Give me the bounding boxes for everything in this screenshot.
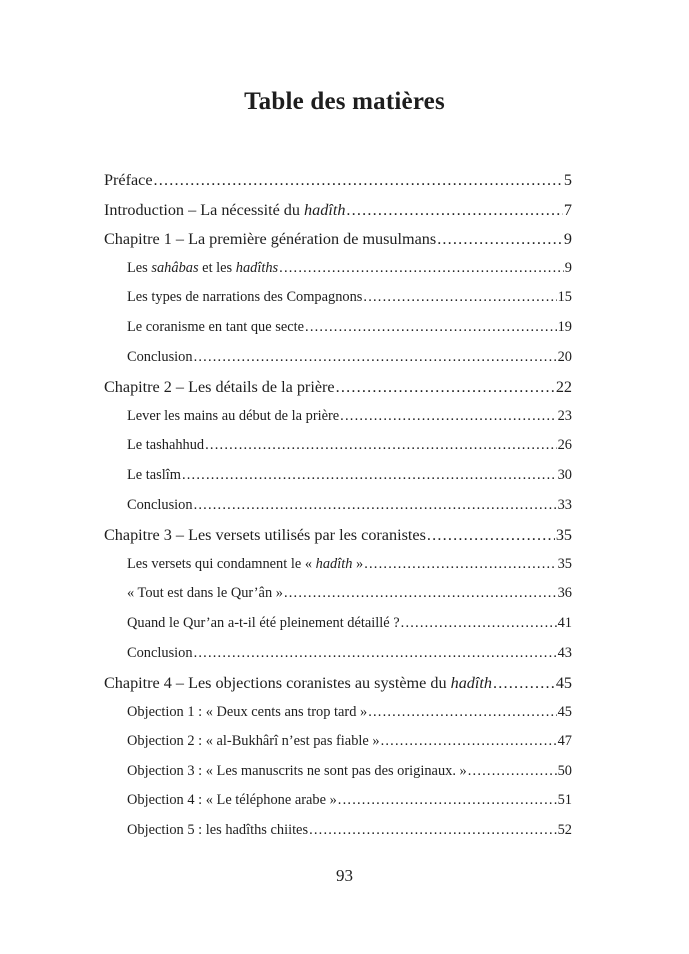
toc-section-entry: [104, 260, 572, 290]
toc-section-entry: [104, 615, 572, 645]
dot-leader: [194, 497, 557, 514]
toc-section-entry: [104, 497, 572, 527]
toc-entry-page-number: 7: [563, 200, 572, 219]
dot-leader: [284, 585, 557, 602]
toc-entry-title-italic-part: hadîth: [304, 200, 346, 219]
toc-entry-page-number: 45: [557, 703, 572, 720]
toc-entry-page-number: 20: [557, 348, 572, 365]
toc-entry-title: [127, 733, 380, 750]
toc-entry-title: [127, 704, 367, 721]
dot-leader: [279, 260, 564, 277]
toc-entry-title-part: Chapitre 2 – Les détails de la prière: [104, 378, 335, 397]
toc-section-entry: [104, 792, 572, 822]
toc-entry-title-part: Préface: [104, 171, 153, 189]
dot-leader: [346, 201, 562, 220]
toc-entry-title-part: « Tout est dans le Qur’ân »: [127, 585, 283, 602]
toc-entry-page-number: 43: [557, 644, 572, 661]
toc-entry-title: [104, 674, 492, 693]
toc-entry-title-part: Les versets qui condamnent le «: [127, 555, 316, 572]
toc-entry-page-number: 36: [557, 585, 572, 602]
dot-leader: [336, 378, 555, 397]
toc-entry-title-part: Introduction – La nécessité du: [104, 200, 305, 219]
toc-section-entry: [104, 349, 572, 379]
toc-entry-title-part: Le coranisme en tant que secte: [127, 318, 305, 335]
dot-leader: [340, 408, 556, 425]
toc-entry-page-number: 9: [564, 259, 572, 276]
toc-section-entry: [104, 733, 572, 763]
toc-entry-title: [127, 349, 193, 366]
toc-entry-page-number: 35: [555, 526, 572, 545]
dot-leader: [401, 615, 557, 632]
toc-entry-title: [127, 585, 283, 602]
toc-entry-title-part: et les: [198, 259, 236, 276]
dot-leader: [194, 645, 557, 662]
dot-leader: [427, 526, 555, 545]
toc-section-entry: [104, 437, 572, 467]
toc-section-entry: [104, 289, 572, 319]
toc-entry-title-part: Le tashahhud: [127, 437, 205, 454]
toc-entry-title: [127, 556, 363, 573]
toc-entry-title: [104, 526, 426, 545]
toc-entry-title-part: Le taslîm: [127, 466, 181, 483]
toc-entry-page-number: 15: [557, 289, 572, 306]
dot-leader: [381, 733, 557, 750]
toc-section-entry: [104, 585, 572, 615]
toc-entry-page-number: 33: [557, 496, 572, 513]
toc-entry-title-part: Objection 3 : « Les manuscrits ne sont pas des originaux. »: [127, 762, 467, 779]
toc-entry-page-number: 9: [563, 230, 572, 249]
toc-section-entry: [104, 467, 572, 497]
toc-entry-title: [127, 763, 467, 780]
toc-entry-page-number: 26: [557, 437, 572, 454]
toc-entry-page-number: 22: [555, 378, 572, 397]
toc-entry-title-part: Quand le Qur’an a-t-il été pleinement détaillé ?: [127, 614, 400, 631]
toc-entry-page-number: 50: [557, 762, 572, 779]
toc-entry-title: [104, 230, 436, 249]
toc-entry-title: [127, 645, 193, 662]
page-number: 93: [336, 866, 353, 885]
toc-section-entry: [104, 822, 572, 852]
dot-leader: [338, 792, 557, 809]
toc-entry-title-part: Conclusion: [127, 496, 193, 513]
dot-leader: [309, 822, 557, 839]
toc-entry-page-number: 30: [557, 466, 572, 483]
toc-entry-title: [127, 822, 308, 839]
dot-leader: [437, 230, 563, 249]
toc-entry-title: [127, 467, 181, 484]
toc-entry-title-part: Objection 4 : « Le téléphone arabe »: [127, 792, 337, 809]
toc-section-entry: [104, 645, 572, 675]
toc-entry-title-part: Conclusion: [127, 348, 193, 365]
toc-section-entry: [104, 408, 572, 438]
toc-section-entry: [104, 763, 572, 793]
toc-entry-title-part: Conclusion: [127, 644, 193, 661]
toc-entry-page-number: 19: [557, 318, 572, 335]
dot-leader: [154, 171, 563, 190]
dot-leader: [305, 319, 557, 336]
toc-entry-title-part: Objection 2 : « al-Bukhârî n’est pas fiable »: [127, 733, 380, 750]
toc-entry-title-part: Objection 1 : « Deux cents ans trop tard »: [127, 703, 368, 720]
toc-entry-title-part: Les: [127, 259, 152, 276]
toc-chapter-entry: [104, 230, 572, 260]
toc-section-entry: [104, 704, 572, 734]
toc-entry-page-number: 5: [563, 171, 572, 189]
toc-entry-title: [127, 792, 337, 809]
toc-entry-title: [127, 260, 278, 277]
toc-chapter-entry: [104, 526, 572, 556]
toc-entry-title-italic-part: sahâbas: [151, 259, 199, 276]
toc-entry-title: [127, 408, 339, 425]
toc-section-entry: [104, 556, 572, 586]
toc-entry-title: [127, 497, 193, 514]
toc-entry-title-italic-part: hadîth: [450, 674, 492, 693]
dot-leader: [182, 467, 557, 484]
toc-entry-title-part: Chapitre 3 – Les versets utilisés par les coranistes: [104, 526, 426, 545]
toc-section-entry: [104, 319, 572, 349]
toc-entry-title-part: Lever les mains au début de la prière: [127, 407, 340, 424]
toc-entry-title-italic-part: hadîths: [235, 259, 279, 276]
dot-leader: [363, 289, 556, 306]
toc-entry-title-part: Chapitre 1 – La première génération de musulmans: [104, 230, 437, 249]
dot-leader: [194, 349, 557, 366]
toc-chapter-entry: [104, 201, 572, 231]
dot-leader: [468, 763, 557, 780]
toc-entry-title-part: Les types de narrations des Compagnons: [127, 289, 363, 306]
toc-entry-title: [104, 171, 153, 190]
toc-entry-title: [127, 289, 362, 306]
page-title: Table des matières: [244, 88, 445, 115]
toc-entry-title-part: Chapitre 4 – Les objections coranistes au système du: [104, 674, 451, 693]
toc-chapter-entry: [104, 171, 572, 201]
toc-entry-page-number: 47: [557, 733, 572, 750]
toc-entry-title: [127, 437, 204, 454]
toc-entry-page-number: 35: [557, 555, 572, 572]
toc-entry-page-number: 45: [555, 674, 572, 693]
toc-entry-title: [104, 201, 345, 220]
toc-entry-title-italic-part: hadîth: [315, 555, 353, 572]
toc-entry-title: [104, 378, 335, 397]
dot-leader: [205, 437, 556, 454]
toc-entry-title-part: Objection 5 : les hadîths chiites: [127, 822, 309, 839]
dot-leader: [493, 674, 555, 693]
toc-entry-title: [127, 615, 400, 632]
toc-chapter-entry: [104, 674, 572, 704]
toc-entry-page-number: 52: [557, 822, 572, 839]
toc-entry-page-number: 41: [557, 614, 572, 631]
toc-entry-page-number: 23: [557, 407, 572, 424]
dot-leader: [364, 556, 556, 573]
table-of-contents: [104, 171, 572, 852]
toc-entry-page-number: 51: [557, 792, 572, 809]
toc-entry-title: [127, 319, 304, 336]
toc-chapter-entry: [104, 378, 572, 408]
toc-entry-title-part: »: [352, 555, 364, 572]
dot-leader: [368, 704, 556, 721]
